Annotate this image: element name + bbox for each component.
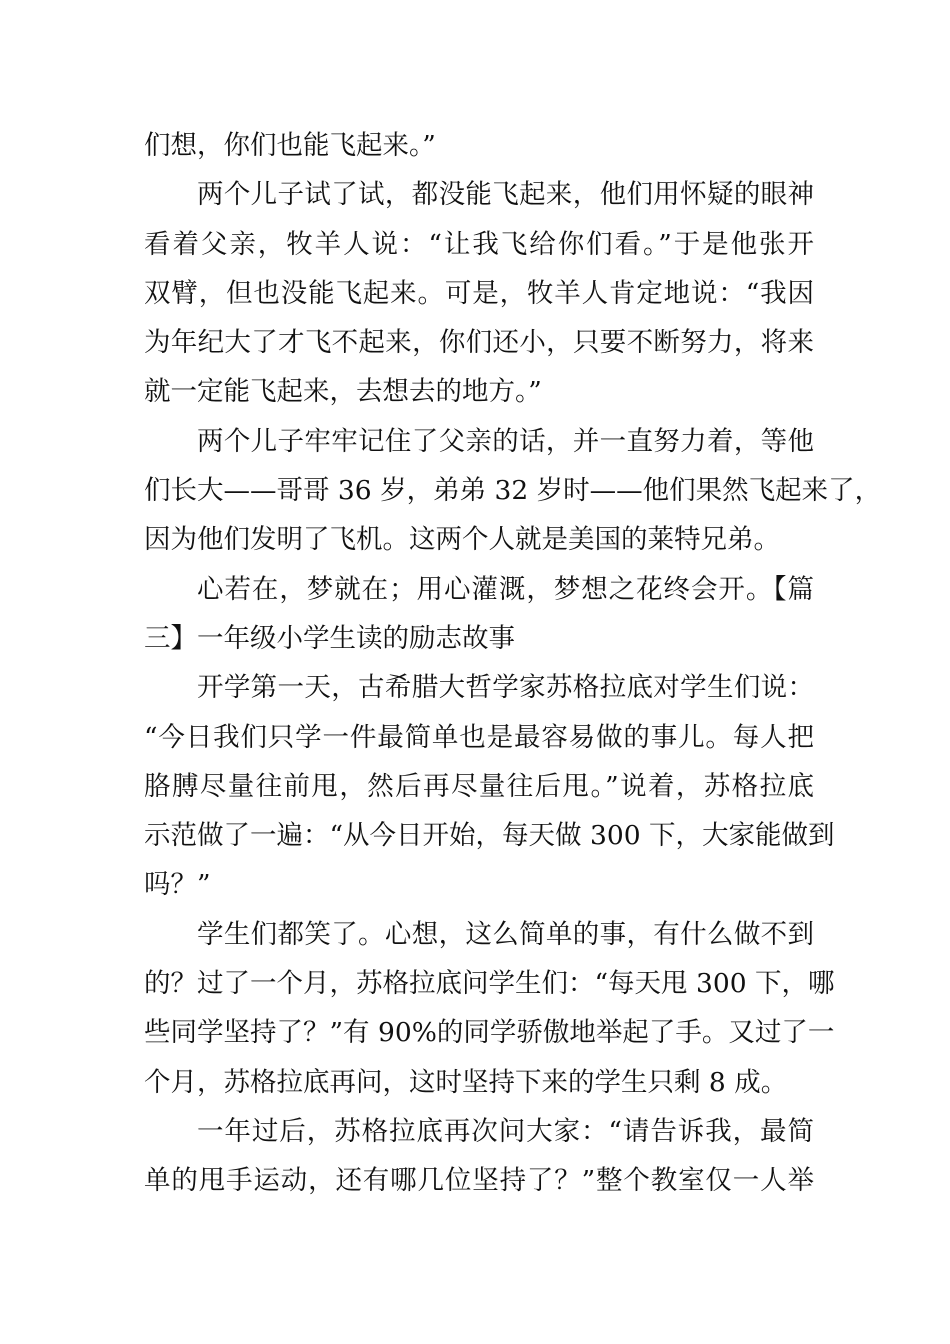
text-line: 些同学坚持了？”有 90%的同学骄傲地举起了手。又过了一 [144,1017,835,1049]
text-line: 单的甩手运动，还有哪几位坚持了？”整个教室仅一人举 [144,1165,814,1197]
text-line: 学生们都笑了。心想，这么简单的事，有什么做不到 [197,918,814,950]
text-line: 的？过了一个月，苏格拉底问学生们：“每天甩 300 下，哪 [144,968,835,1000]
text-line: 开学第一天，古希腊大哲学家苏格拉底对学生们说： [197,672,814,704]
text-line: 们想，你们也能飞起来。” [144,130,436,161]
text-line: “今日我们只学一件最简单也是最容易做的事儿。每人把 [144,721,814,753]
text-line: 就一定能飞起来，去想去的地方。” [144,376,542,408]
body-text [144,121,882,1206]
text-line: 胳膊尽量往前甩，然后再尽量往后甩。”说着，苏格拉底 [144,770,814,802]
text-line: 吗？” [144,869,211,901]
text-line: 个月，苏格拉底再问，这时坚持下来的学生只剩 8 成。 [144,1066,788,1098]
text-line: 心若在，梦就在；用心灌溉，梦想之花终会开。【篇 [197,573,814,605]
text-line: 因为他们发明了飞机。这两个人就是美国的莱特兄弟。 [144,524,780,556]
text-line: 为年纪大了才飞不起来，你们还小，只要不断努力，将来 [144,327,814,359]
text-line: 两个儿子牢牢记住了父亲的话，并一直努力着，等他 [197,425,814,457]
text-line: 两个儿子试了试，都没能飞起来，他们用怀疑的眼神 [197,179,814,211]
text-line: 双臂，但也没能飞起来。可是，牧羊人肯定地说：“我因 [144,277,814,309]
text-line: 三】一年级小学生读的励志故事 [144,622,515,654]
text-line: 们长大——哥哥 36 岁，弟弟 32 岁时——他们果然飞起来了， [144,475,882,507]
text-line: 一年过后，苏格拉底再次问大家：“请告诉我，最简 [197,1115,814,1147]
text-line: 看着父亲，牧羊人说：“让我飞给你们看。”于是他张开 [144,228,814,260]
text-line: 示范做了一遍：“从今日开始，每天做 300 下，大家能做到 [144,820,835,852]
